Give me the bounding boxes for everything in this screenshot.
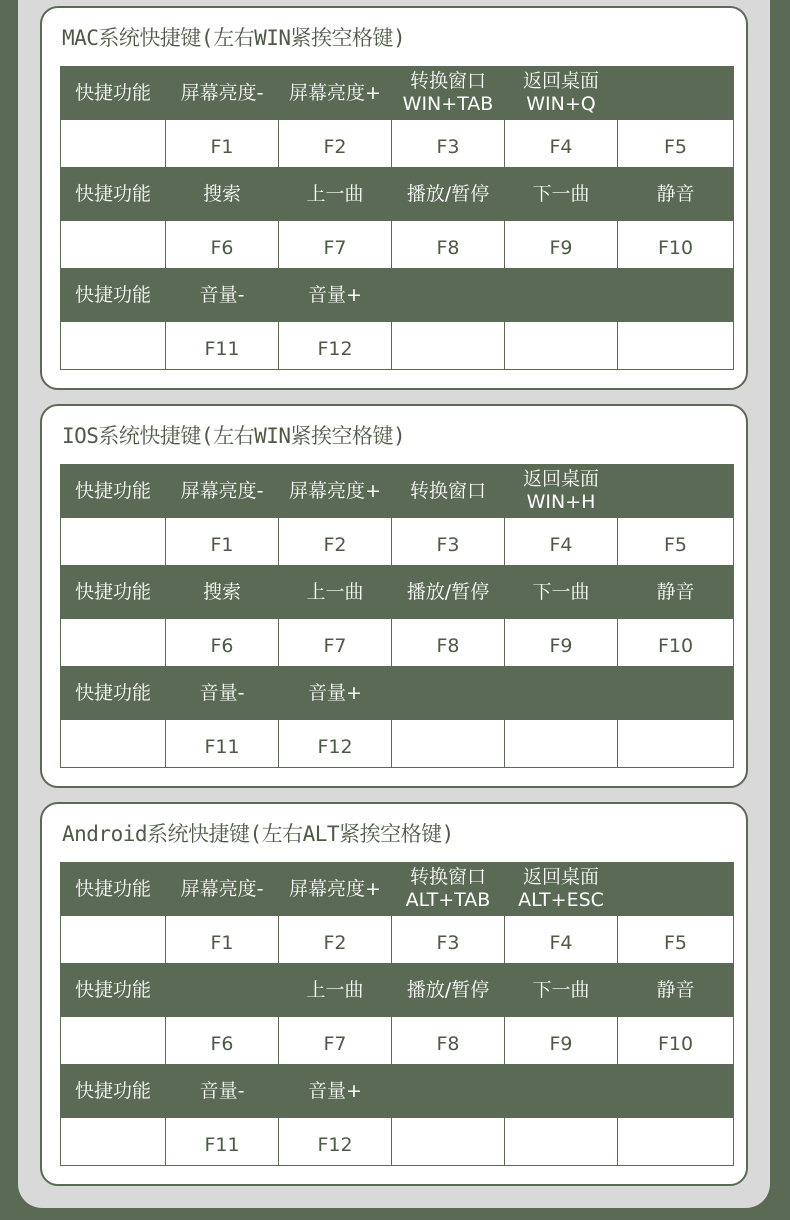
- key-cell: [505, 916, 618, 964]
- function-label: 快捷功能: [74, 1079, 151, 1102]
- key-cell: [166, 120, 279, 168]
- key-cell: [505, 120, 618, 168]
- key-label: F9: [549, 1033, 573, 1055]
- key-cell: [166, 1017, 279, 1065]
- key-cell: [61, 619, 166, 667]
- key-cell: [392, 916, 505, 964]
- key-cell: [392, 1118, 505, 1166]
- card-title: Android系统快捷键(左右ALT紧挨空格键): [62, 822, 454, 846]
- function-label: 静音: [656, 978, 695, 1001]
- function-label: 转换窗口 ALT+TAB: [405, 866, 491, 911]
- key-cell: [505, 221, 618, 269]
- function-label: 返回桌面 WIN+H: [522, 468, 599, 513]
- key-label: F7: [323, 237, 347, 259]
- function-cell: [279, 964, 392, 1017]
- key-cell: [61, 120, 166, 168]
- key-cell: [392, 120, 505, 168]
- function-label: 快捷功能: [74, 877, 151, 900]
- function-label: 返回桌面 WIN+Q: [522, 70, 599, 115]
- function-cell: [61, 667, 166, 720]
- function-label: 快捷功能: [74, 81, 151, 104]
- key-cell: [392, 518, 505, 566]
- key-label: F12: [317, 338, 353, 360]
- key-label: F4: [549, 534, 573, 556]
- function-cell: [61, 566, 166, 619]
- function-cell: [61, 67, 166, 120]
- key-cell: [279, 518, 392, 566]
- key-cell: [166, 221, 279, 269]
- key-label: F2: [323, 136, 347, 158]
- key-label: F1: [210, 136, 234, 158]
- key-cell: [279, 619, 392, 667]
- function-cell: [61, 168, 166, 221]
- key-cell: [505, 720, 618, 768]
- key-cell: [505, 518, 618, 566]
- key-cell: [392, 1017, 505, 1065]
- key-cell: [505, 619, 618, 667]
- key-label: F10: [657, 635, 694, 657]
- function-label: 快捷功能: [74, 978, 151, 1001]
- function-cell: [61, 465, 166, 518]
- key-label: F5: [663, 932, 688, 954]
- key-cell: [166, 619, 279, 667]
- function-row: [61, 667, 734, 720]
- key-cell: [392, 720, 505, 768]
- key-label: F8: [436, 237, 460, 259]
- function-cell: [166, 566, 279, 619]
- key-label: F11: [204, 338, 240, 360]
- function-cell: [618, 863, 734, 916]
- function-cell: [505, 964, 618, 1017]
- function-label: 下一曲: [532, 978, 590, 1001]
- function-cell: [166, 168, 279, 221]
- function-label: 快捷功能: [74, 580, 151, 603]
- function-row: [61, 465, 734, 518]
- function-row: [61, 269, 734, 322]
- function-label: 静音: [656, 580, 695, 603]
- key-cell: [279, 221, 392, 269]
- key-label: F8: [436, 635, 460, 657]
- key-cell: [166, 322, 279, 370]
- function-label: 音量+: [308, 681, 362, 704]
- function-cell: [61, 269, 166, 322]
- function-cell: [279, 667, 392, 720]
- key-label: F7: [323, 1033, 347, 1055]
- key-cell: [279, 120, 392, 168]
- key-label: F6: [210, 237, 234, 259]
- key-label: F3: [436, 136, 460, 158]
- key-cell: [279, 1017, 392, 1065]
- function-cell: [166, 863, 279, 916]
- key-label: F1: [210, 534, 234, 556]
- function-label: 音量-: [199, 283, 245, 306]
- function-cell: [279, 465, 392, 518]
- key-cell: [618, 221, 734, 269]
- shortcut-table: [60, 464, 734, 768]
- function-cell: [279, 269, 392, 322]
- shortcut-table: [60, 66, 734, 370]
- key-cell: [61, 518, 166, 566]
- function-cell: [392, 566, 505, 619]
- function-label: 搜索: [202, 580, 241, 603]
- function-cell: [166, 667, 279, 720]
- key-cell: [166, 1118, 279, 1166]
- key-cell: [279, 720, 392, 768]
- function-label: 上一曲: [306, 978, 364, 1001]
- function-cell: [618, 964, 734, 1017]
- key-label: F3: [436, 534, 460, 556]
- key-cell: [61, 720, 166, 768]
- function-label: 屏幕亮度-: [180, 877, 264, 900]
- function-row: [61, 964, 734, 1017]
- function-cell: [61, 863, 166, 916]
- ios-shortcut-card: [40, 404, 748, 788]
- key-cell: [61, 916, 166, 964]
- key-label: F9: [549, 237, 573, 259]
- key-label: F10: [657, 237, 694, 259]
- function-cell: [392, 1065, 505, 1118]
- key-label: F12: [317, 736, 353, 758]
- key-cell: [392, 322, 505, 370]
- key-label: F8: [436, 1033, 460, 1055]
- function-label: 快捷功能: [74, 479, 151, 502]
- android-shortcut-card: [40, 802, 748, 1186]
- function-label: 播放/暂停: [406, 182, 490, 205]
- key-cell: [505, 1017, 618, 1065]
- function-cell: [505, 269, 618, 322]
- function-cell: [166, 964, 279, 1017]
- function-cell: [279, 67, 392, 120]
- key-cell: [618, 720, 734, 768]
- key-label: F2: [323, 932, 347, 954]
- function-label: 静音: [656, 182, 695, 205]
- key-label: F6: [210, 635, 234, 657]
- key-cell: [61, 1118, 166, 1166]
- key-row: [61, 221, 734, 269]
- function-cell: [392, 667, 505, 720]
- key-label: F1: [210, 932, 234, 954]
- function-cell: [505, 1065, 618, 1118]
- function-cell: [61, 1065, 166, 1118]
- function-cell: [618, 465, 734, 518]
- key-label: F4: [549, 932, 573, 954]
- key-cell: [505, 322, 618, 370]
- function-cell: [392, 964, 505, 1017]
- key-row: [61, 619, 734, 667]
- key-cell: [166, 916, 279, 964]
- mac-shortcut-card: [40, 6, 748, 390]
- function-cell: [618, 566, 734, 619]
- key-label: F3: [436, 932, 460, 954]
- function-label: 上一曲: [306, 580, 364, 603]
- key-cell: [166, 720, 279, 768]
- card-title: MAC系统快捷键(左右WIN紧挨空格键): [62, 26, 406, 50]
- function-cell: [618, 168, 734, 221]
- function-cell: [505, 667, 618, 720]
- key-cell: [61, 221, 166, 269]
- function-cell: [505, 168, 618, 221]
- function-label: 音量+: [308, 1079, 362, 1102]
- function-cell: [505, 465, 618, 518]
- function-cell: [279, 168, 392, 221]
- function-label: 音量-: [199, 1079, 245, 1102]
- function-label: 搜索: [202, 182, 241, 205]
- function-cell: [392, 269, 505, 322]
- function-cell: [392, 168, 505, 221]
- function-label: 转换窗口 WIN+TAB: [402, 70, 494, 115]
- key-row: [61, 518, 734, 566]
- function-label: 下一曲: [532, 580, 590, 603]
- key-cell: [392, 221, 505, 269]
- function-cell: [505, 566, 618, 619]
- function-cell: [61, 964, 166, 1017]
- key-label: F11: [204, 1134, 240, 1156]
- function-row: [61, 67, 734, 120]
- key-cell: [61, 322, 166, 370]
- shortcut-table: [60, 862, 734, 1166]
- key-label: F7: [323, 635, 347, 657]
- key-cell: [618, 1017, 734, 1065]
- key-cell: [61, 1017, 166, 1065]
- function-label: 屏幕亮度+: [289, 877, 381, 900]
- key-cell: [618, 120, 734, 168]
- key-label: F12: [317, 1134, 353, 1156]
- function-cell: [166, 1065, 279, 1118]
- key-label: F10: [657, 1033, 694, 1055]
- key-cell: [505, 1118, 618, 1166]
- function-cell: [279, 566, 392, 619]
- key-label: F5: [663, 534, 688, 556]
- card-title: IOS系统快捷键(左右WIN紧挨空格键): [62, 424, 406, 448]
- function-label: 快捷功能: [74, 182, 151, 205]
- key-cell: [618, 619, 734, 667]
- key-cell: [618, 916, 734, 964]
- function-label: 屏幕亮度-: [180, 81, 264, 104]
- key-row: [61, 120, 734, 168]
- key-cell: [618, 322, 734, 370]
- function-label: 快捷功能: [74, 283, 151, 306]
- key-cell: [279, 916, 392, 964]
- function-cell: [166, 269, 279, 322]
- key-cell: [166, 518, 279, 566]
- function-cell: [279, 1065, 392, 1118]
- key-row: [61, 916, 734, 964]
- function-row: [61, 168, 734, 221]
- key-label: F11: [204, 736, 240, 758]
- key-cell: [392, 619, 505, 667]
- function-label: 屏幕亮度-: [180, 479, 264, 502]
- function-cell: [505, 863, 618, 916]
- function-label: 音量-: [199, 681, 245, 704]
- function-cell: [618, 67, 734, 120]
- function-cell: [392, 863, 505, 916]
- function-cell: [618, 1065, 734, 1118]
- function-label: 上一曲: [306, 182, 364, 205]
- function-label: 返回桌面 ALT+ESC: [518, 866, 604, 911]
- key-cell: [279, 1118, 392, 1166]
- function-label: 转换窗口: [409, 479, 486, 502]
- key-label: F6: [210, 1033, 234, 1055]
- key-label: F5: [663, 136, 688, 158]
- function-label: 播放/暂停: [406, 580, 490, 603]
- key-row: [61, 1118, 734, 1166]
- function-cell: [392, 465, 505, 518]
- function-label: 播放/暂停: [406, 978, 490, 1001]
- function-cell: [392, 67, 505, 120]
- function-row: [61, 1065, 734, 1118]
- key-label: F2: [323, 534, 347, 556]
- key-cell: [618, 1118, 734, 1166]
- function-row: [61, 863, 734, 916]
- function-cell: [618, 269, 734, 322]
- key-row: [61, 1017, 734, 1065]
- key-cell: [618, 518, 734, 566]
- function-cell: [505, 67, 618, 120]
- function-cell: [166, 465, 279, 518]
- function-label: 下一曲: [532, 182, 590, 205]
- key-label: F9: [549, 635, 573, 657]
- function-label: 屏幕亮度+: [289, 479, 381, 502]
- function-cell: [618, 667, 734, 720]
- function-label: 音量+: [308, 283, 362, 306]
- key-label: F4: [549, 136, 573, 158]
- key-row: [61, 720, 734, 768]
- function-label: 屏幕亮度+: [289, 81, 381, 104]
- function-cell: [279, 863, 392, 916]
- key-cell: [279, 322, 392, 370]
- key-row: [61, 322, 734, 370]
- function-row: [61, 566, 734, 619]
- function-label: 快捷功能: [74, 681, 151, 704]
- function-cell: [166, 67, 279, 120]
